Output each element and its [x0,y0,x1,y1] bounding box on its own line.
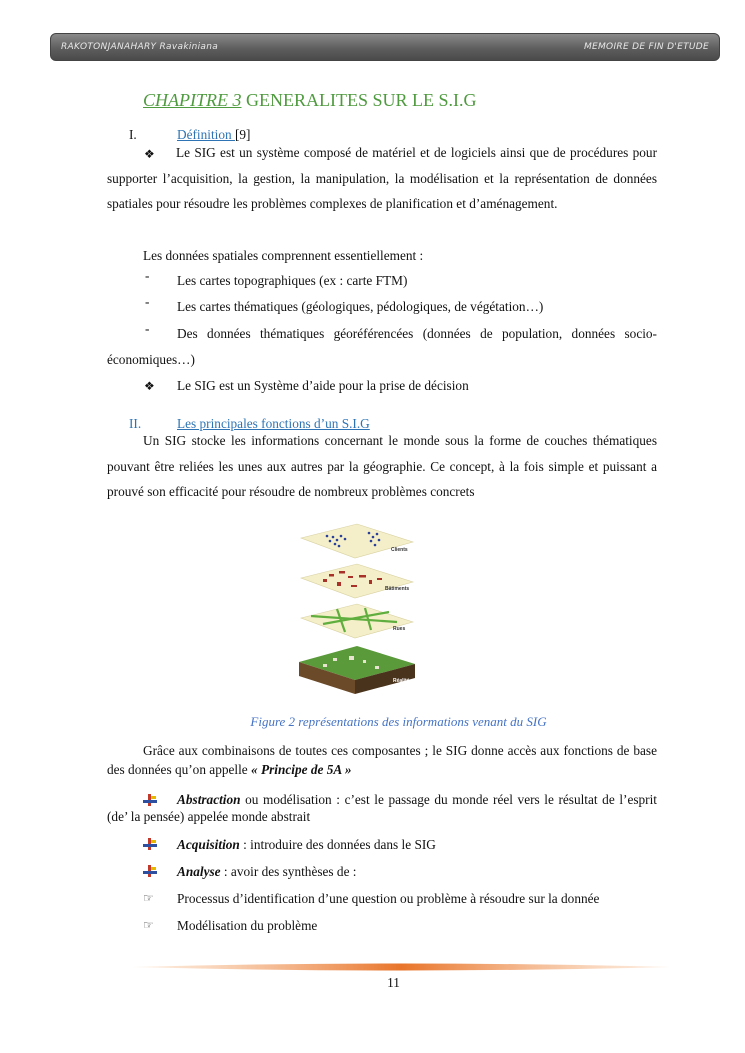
header-author: RAKOTONJANAHARY Ravakiniana [61,42,219,52]
arrow-bullet-icon [143,865,157,877]
header-doc-type: MEMOIRE DE FIN D'ETUDE [583,42,709,52]
list-item: Les cartes thématiques (géologiques, pédologiques, de végétation…) [177,299,544,314]
section1-title[interactable]: Définition [177,127,235,142]
chapter-heading [143,90,477,111]
principle-item [107,791,657,825]
principle-desc: : introduire des données dans le SIG [239,837,436,852]
layer-label-buildings: Bâtiments [385,586,410,592]
principle-item [177,832,436,858]
section2-title[interactable]: Les principales fonctions d’un S.I.G [177,416,370,431]
pointing-hand-icon: ☞ [143,891,154,905]
principle-term: Analyse [177,864,221,879]
dash-icon: - [145,268,150,283]
section1-number: I. [129,127,137,142]
page-header [50,33,720,61]
principle-subitem: Modélisation du problème [177,918,318,933]
gis-layers-figure [293,520,417,696]
chapter-title: GENERALITES SUR LE S.I.G [246,90,477,110]
principle-item [177,859,357,885]
principle-term: Abstraction [177,792,241,807]
principle-desc: : avoir des synthèses de : [220,864,357,879]
figure-caption: Figure 2 représentations des informations venant du SIG [250,714,547,729]
section2-number: II. [129,416,142,431]
list-item: Des données thématiques géoréférencées (données de population, données socio-économiques…) [107,326,657,367]
section1-bullet1-text: Le SIG est un système composé de matériel et de logiciels ainsi que de procédures pour supporter l’acquisition, la gestion, la manipulation, la modélisation et la représentation de données spatiales pour résoudre les problèmes complexes de planification et d’aménagement. [107,145,657,211]
arrow-bullet-icon [143,838,157,850]
footer-divider [133,962,670,972]
buildings-layer [301,564,413,598]
pointing-hand-icon: ☞ [143,918,154,932]
layer-label-streets: Rues [393,626,406,632]
list-item: Les cartes topographiques (ex : carte FTM) [177,273,408,288]
section1-bullet2-text: Le SIG est un Système d’aide pour la prise de décision [177,378,469,393]
layer-label-clients: Clients [391,547,408,553]
section1-ref: [9] [234,127,251,142]
dash-icon: - [145,321,150,336]
principle-desc: ou modélisation : c’est le passage du monde réel vers le résultat de l’esprit (de’ la pensée) appelée monde abstrait [107,792,657,824]
diamond-icon: ❖ [144,147,155,161]
chapter-label: CHAPITRE 3 [143,90,242,110]
diamond-icon: ❖ [144,379,155,393]
principles-intro [107,741,657,779]
layer-label-reality: Réalité [393,678,410,684]
principle-term: Acquisition [177,837,240,852]
section2-paragraph: Un SIG stocke les informations concernant le monde sous la forme de couches thématiques pouvant être reliées les unes aux autres par la géographie. Ce concept, à la fois simple et puissant a prouvé son efficacité pour résoudre de nombreux problèmes concrets [107,433,657,499]
principles-intro-text: Grâce aux combinaisons de toutes ces composantes ; le SIG donne accès aux fonctions de base des données qu’on appelle [107,743,657,777]
dash-icon: - [145,294,150,309]
page-number: 11 [387,975,400,990]
section1-intro: Les données spatiales comprennent essentiellement : [143,248,424,263]
principles-intro-bold: « Principe de 5A » [251,762,352,777]
principle-subitem: Processus d’identification d’une question ou problème à résoudre sur la donnée [177,891,600,906]
